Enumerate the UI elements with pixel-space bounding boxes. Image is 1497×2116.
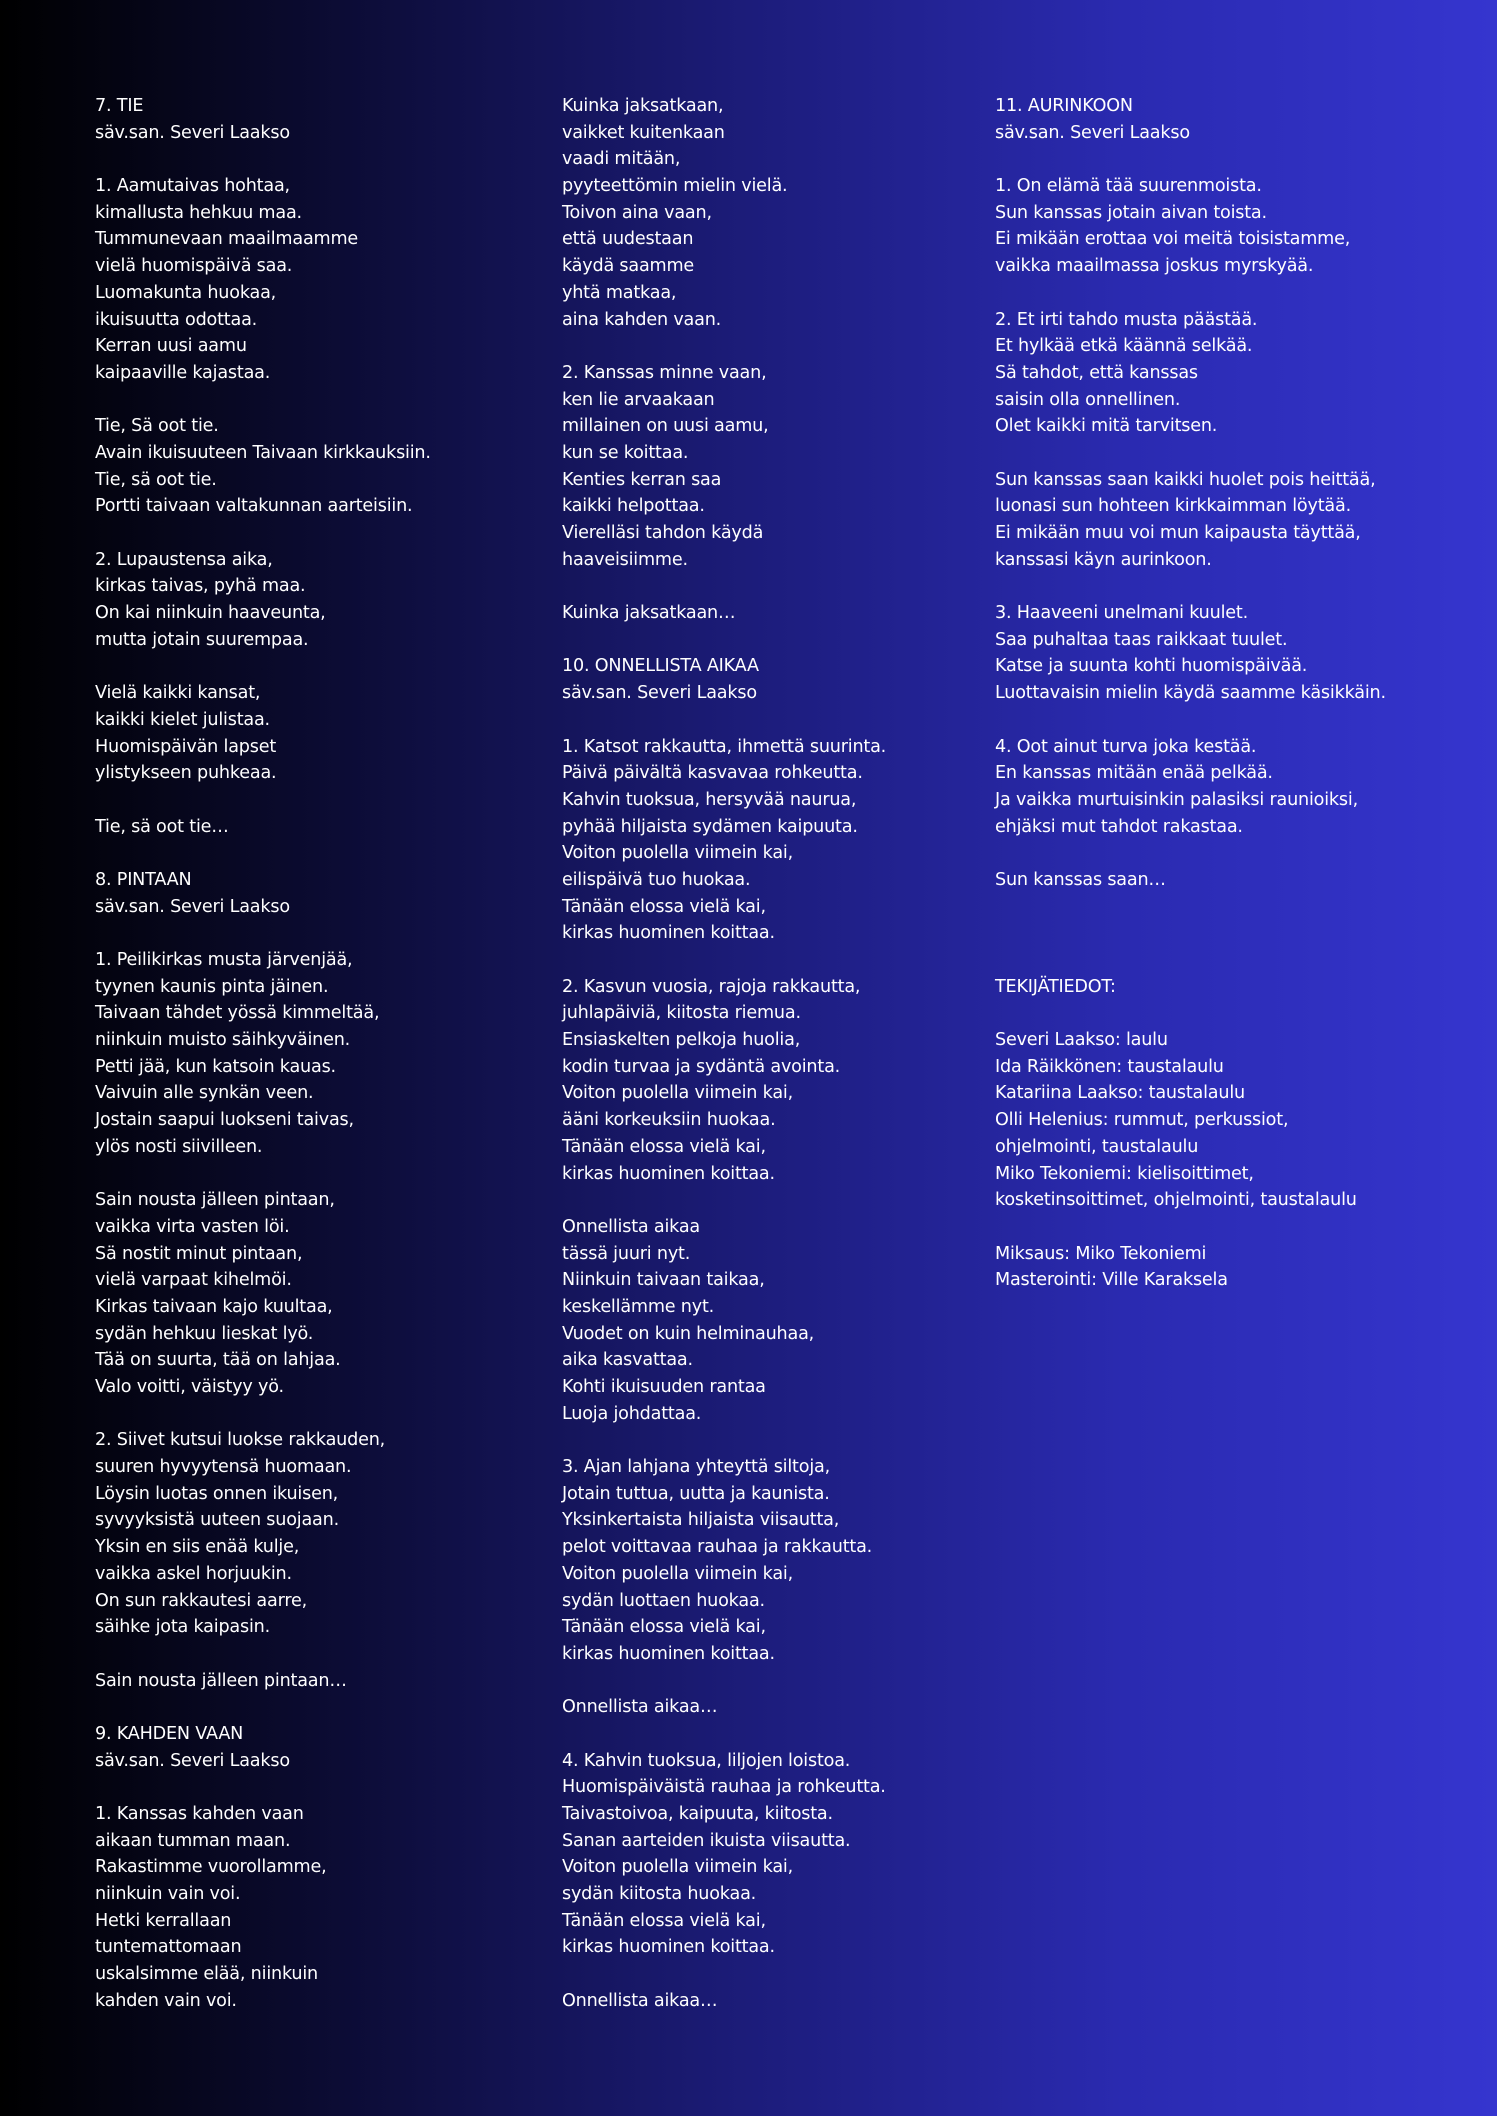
lyric-line: aikaan tumman maan. bbox=[95, 1830, 291, 1851]
lyric-line: Kenties kerran saa bbox=[562, 469, 722, 490]
lyric-line: Tie, sä oot tie. bbox=[95, 469, 217, 490]
blank-line bbox=[995, 894, 1386, 921]
blank-line bbox=[95, 1401, 431, 1428]
lyric-line: Sun kanssas saan… bbox=[995, 869, 1166, 890]
blank-line bbox=[562, 1427, 886, 1454]
lyric-line: TEKIJÄTIEDOT: bbox=[995, 976, 1116, 997]
lyric-line: kanssasi käyn aurinkoon. bbox=[995, 549, 1212, 570]
lyric-line: 1. Kanssas kahden vaan bbox=[95, 1804, 304, 1824]
lyric-line: Taivaan tähdet yössä kimmeltää, bbox=[95, 1003, 380, 1024]
lyric-line: Löysin luotas onnen ikuisen, bbox=[95, 1483, 339, 1504]
lyric-line: Sun kanssas jotain aivan toista. bbox=[995, 202, 1267, 223]
lyric-line: eilispäivä tuo huokaa. bbox=[562, 869, 751, 890]
lyric-line: sydän kiitosta huokaa. bbox=[562, 1884, 757, 1905]
lyric-line: Jostain saapui luokseni taivas, bbox=[95, 1110, 354, 1131]
lyric-line: On sun rakkautesi aarre, bbox=[95, 1590, 307, 1611]
lyric-line: kodin turvaa ja sydäntä avointa. bbox=[562, 1056, 841, 1077]
lyrics-column-1 bbox=[95, 93, 431, 2015]
lyric-line: niinkuin vain voi. bbox=[95, 1884, 241, 1905]
lyric-line: Miko Tekoniemi: kielisoittimet, bbox=[995, 1163, 1254, 1184]
lyric-line: käydä saamme bbox=[562, 256, 695, 277]
lyric-line: Tummunevaan maailmaamme bbox=[95, 229, 359, 250]
lyric-line: pyhää hiljaista sydämen kaipuuta. bbox=[562, 816, 858, 837]
lyric-line: vaikka virta vasten löi. bbox=[95, 1216, 290, 1237]
lyric-line: Sä nostit minut pintaan, bbox=[95, 1243, 303, 1264]
blank-line bbox=[562, 627, 886, 654]
lyric-line: Olet kaikki mitä tarvitsen. bbox=[995, 416, 1218, 437]
blank-line bbox=[995, 280, 1386, 307]
lyric-line: aika kasvattaa. bbox=[562, 1350, 693, 1371]
lyric-line: luonasi sun hohteen kirkkaimman löytää. bbox=[995, 496, 1351, 517]
lyric-line: Sain nousta jälleen pintaan… bbox=[95, 1670, 347, 1691]
lyric-line: Kohti ikuisuuden rantaa bbox=[562, 1377, 766, 1397]
lyric-line: Yksin en siis enää kulje, bbox=[95, 1537, 300, 1558]
lyric-line: Sä tahdot, että kanssas bbox=[995, 362, 1198, 383]
lyric-line: keskellämme nyt. bbox=[562, 1296, 715, 1317]
lyric-line: Vaivuin alle synkän veen. bbox=[95, 1083, 314, 1104]
lyric-line: sydän hehkuu lieskat lyö. bbox=[95, 1323, 314, 1344]
lyric-line: kahden vain voi. bbox=[95, 1990, 237, 2011]
blank-line bbox=[95, 920, 431, 947]
lyric-line: Luottavaisin mielin käydä saamme käsikkäin. bbox=[995, 683, 1386, 704]
lyric-line: säihke jota kaipasin. bbox=[95, 1617, 270, 1638]
lyric-line: Hetki kerrallaan bbox=[95, 1910, 232, 1931]
lyric-line: Masterointi: Ville Karaksela bbox=[995, 1270, 1228, 1291]
lyric-line: uskalsimme elää, niinkuin bbox=[95, 1964, 318, 1985]
lyric-line: kaikki helpottaa. bbox=[562, 496, 705, 517]
lyric-line: 2. Et irti tahdo musta päästää. bbox=[995, 309, 1258, 330]
blank-line bbox=[562, 1721, 886, 1748]
lyric-line: Kirkas taivaan kajo kuultaa, bbox=[95, 1296, 333, 1317]
lyric-line: kimallusta hehkuu maa. bbox=[95, 202, 302, 223]
lyric-line: 10. ONNELLISTA AIKAA bbox=[562, 656, 759, 677]
lyric-line: Kuinka jaksatkaan, bbox=[562, 96, 724, 116]
lyric-line: Voiton puolella viimein kai, bbox=[562, 1083, 793, 1104]
lyric-line: Tie, Sä oot tie. bbox=[95, 416, 219, 437]
lyric-line: 11. AURINKOON bbox=[995, 96, 1133, 116]
lyric-line: ylös nosti siivilleen. bbox=[95, 1136, 263, 1157]
lyric-line: kirkas huominen koittaa. bbox=[562, 1643, 775, 1664]
lyric-line: Tää on suurta, tää on lahjaa. bbox=[95, 1350, 341, 1371]
blank-line bbox=[95, 840, 431, 867]
lyric-line: kirkas taivas, pyhä maa. bbox=[95, 576, 306, 597]
lyric-line: aina kahden vaan. bbox=[562, 309, 722, 330]
lyric-line: Voiton puolella viimein kai, bbox=[562, 1563, 793, 1584]
lyric-line: Portti taivaan valtakunnan aarteisiin. bbox=[95, 496, 413, 517]
blank-line bbox=[95, 146, 431, 173]
lyric-line: Toivon aina vaan, bbox=[562, 202, 712, 223]
blank-line bbox=[95, 1694, 431, 1721]
lyric-line: millainen on uusi aamu, bbox=[562, 416, 769, 437]
lyric-line: Rakastimme vuorollamme, bbox=[95, 1857, 327, 1878]
lyric-line: Severi Laakso: laulu bbox=[995, 1030, 1168, 1051]
lyric-line: pyyteettömin mielin vielä. bbox=[562, 176, 788, 197]
lyric-line: kaipaaville kajastaa. bbox=[95, 362, 271, 383]
lyric-line: suuren hyvyytensä huomaan. bbox=[95, 1457, 352, 1478]
lyric-line: Avain ikuisuuteen Taivaan kirkkauksiin. bbox=[95, 442, 431, 463]
lyric-line: Ensiaskelten pelkoja huolia, bbox=[562, 1030, 801, 1051]
blank-line bbox=[562, 707, 886, 734]
blank-line bbox=[562, 1961, 886, 1988]
blank-line bbox=[995, 573, 1386, 600]
lyric-line: 2. Kanssas minne vaan, bbox=[562, 362, 767, 383]
lyric-line: syvyyksistä uuteen suojaan. bbox=[95, 1510, 339, 1531]
lyric-line: kirkas huominen koittaa. bbox=[562, 1163, 775, 1184]
blank-line bbox=[995, 1000, 1386, 1027]
lyric-line: Sanan aarteiden ikuista viisautta. bbox=[562, 1830, 851, 1851]
lyric-line: On kai niinkuin haaveunta, bbox=[95, 603, 326, 624]
lyric-line: Tänään elossa vielä kai, bbox=[562, 896, 766, 917]
lyric-line: Voiton puolella viimein kai, bbox=[562, 843, 793, 864]
lyrics-column-3 bbox=[995, 93, 1386, 1294]
lyric-line: 9. KAHDEN VAAN bbox=[95, 1723, 244, 1744]
lyric-line: kirkas huominen koittaa. bbox=[562, 1937, 775, 1958]
lyric-line: juhlapäiviä, kiitosta riemua. bbox=[562, 1003, 801, 1024]
lyric-line: ikuisuutta odottaa. bbox=[95, 309, 258, 330]
lyric-line: Katse ja suunta kohti huomispäivää. bbox=[995, 656, 1308, 677]
lyric-line: Luoja johdattaa. bbox=[562, 1403, 702, 1424]
lyric-line: Päivä päivältä kasvavaa rohkeutta. bbox=[562, 763, 863, 784]
lyric-line: Saa puhaltaa taas raikkaat tuulet. bbox=[995, 629, 1288, 650]
lyric-line: vielä huomispäivä saa. bbox=[95, 256, 293, 277]
blank-line bbox=[562, 947, 886, 974]
lyric-line: säv.san. Severi Laakso bbox=[95, 1750, 290, 1771]
lyric-line: Miksaus: Miko Tekoniemi bbox=[995, 1243, 1207, 1264]
lyric-line: haaveisiimme. bbox=[562, 549, 688, 570]
lyric-line: Vuodet on kuin helminauhaa, bbox=[562, 1323, 815, 1344]
lyric-line: Huomispäivän lapset bbox=[95, 736, 277, 757]
lyric-line: Petti jää, kun katsoin kauas. bbox=[95, 1056, 336, 1077]
lyric-line: ohjelmointi, taustalaulu bbox=[995, 1136, 1199, 1157]
lyric-line: 4. Kahvin tuoksua, liljojen loistoa. bbox=[562, 1750, 851, 1771]
lyric-line: vielä varpaat kihelmöi. bbox=[95, 1270, 292, 1291]
blank-line bbox=[95, 1161, 431, 1188]
lyric-line: vaikka maailmassa joskus myrskyää. bbox=[995, 256, 1314, 277]
lyric-line: saisin olla onnellinen. bbox=[995, 389, 1181, 410]
lyric-line: Ei mikään erottaa voi meitä toisistamme, bbox=[995, 229, 1351, 250]
lyric-line: ken lie arvaakaan bbox=[562, 389, 715, 410]
lyric-line: yhtä matkaa, bbox=[562, 282, 677, 303]
blank-line bbox=[562, 1187, 886, 1214]
blank-line bbox=[95, 520, 431, 547]
lyric-line: 1. Katsot rakkautta, ihmettä suurinta. bbox=[562, 736, 887, 757]
lyric-line: säv.san. Severi Laakso bbox=[995, 122, 1190, 143]
lyric-line: 2. Kasvun vuosia, rajoja rakkautta, bbox=[562, 976, 861, 997]
lyric-line: Onnellista aikaa… bbox=[562, 1990, 718, 2011]
blank-line bbox=[95, 653, 431, 680]
lyric-line: Kahvin tuoksua, hersyvää naurua, bbox=[562, 789, 857, 810]
lyric-line: 2. Lupaustensa aika, bbox=[95, 549, 273, 570]
lyrics-column-2 bbox=[562, 93, 886, 2015]
lyric-line: Kuinka jaksatkaan… bbox=[562, 603, 736, 624]
blank-line bbox=[995, 840, 1386, 867]
lyric-line: tyynen kaunis pinta jäinen. bbox=[95, 976, 329, 997]
lyric-line: 4. Oot ainut turva joka kestää. bbox=[995, 736, 1257, 757]
lyric-line: 8. PINTAAN bbox=[95, 869, 192, 890]
lyric-line: Yksinkertaista hiljaista viisautta, bbox=[562, 1510, 840, 1531]
lyric-line: 3. Haaveeni unelmani kuulet. bbox=[995, 603, 1248, 624]
lyric-line: Ja vaikka murtuisinkin palasiksi raunioiksi, bbox=[995, 789, 1358, 810]
blank-line bbox=[995, 440, 1386, 467]
lyric-line: pelot voittavaa rauhaa ja rakkautta. bbox=[562, 1537, 873, 1558]
lyric-line: En kanssas mitään enää pelkää. bbox=[995, 763, 1273, 784]
blank-line bbox=[95, 1774, 431, 1801]
lyric-line: tässä juuri nyt. bbox=[562, 1243, 691, 1264]
blank-line bbox=[562, 1668, 886, 1695]
lyric-line: Et hylkää etkä käännä selkää. bbox=[995, 336, 1253, 357]
lyric-line: 3. Ajan lahjana yhteyttä siltoja, bbox=[562, 1457, 830, 1478]
lyric-line: Tänään elossa vielä kai, bbox=[562, 1617, 766, 1638]
blank-line bbox=[562, 333, 886, 360]
blank-line bbox=[95, 787, 431, 814]
lyric-line: vaikket kuitenkaan bbox=[562, 122, 725, 143]
lyric-line: Luomakunta huokaa, bbox=[95, 282, 277, 303]
lyric-line: 1. Aamutaivas hohtaa, bbox=[95, 176, 290, 197]
blank-line bbox=[995, 1214, 1386, 1241]
lyric-line: vaikka askel horjuukin. bbox=[95, 1563, 292, 1584]
lyric-line: Taivastoivoa, kaipuuta, kiitosta. bbox=[562, 1804, 833, 1824]
lyric-line: tuntemattomaan bbox=[95, 1937, 242, 1958]
blank-line bbox=[995, 920, 1386, 947]
lyric-line: Onnellista aikaa bbox=[562, 1216, 700, 1237]
lyric-line: Tänään elossa vielä kai, bbox=[562, 1910, 766, 1931]
lyric-line: 7. TIE bbox=[95, 96, 144, 116]
blank-line bbox=[995, 146, 1386, 173]
lyric-line: kun se koittaa. bbox=[562, 442, 689, 463]
lyric-line: että uudestaan bbox=[562, 229, 694, 250]
lyric-line: Onnellista aikaa… bbox=[562, 1697, 718, 1718]
lyric-line: Sain nousta jälleen pintaan, bbox=[95, 1190, 335, 1211]
lyric-line: 2. Siivet kutsui luokse rakkauden, bbox=[95, 1430, 386, 1451]
lyric-line: Tie, sä oot tie… bbox=[95, 816, 229, 837]
lyric-line: Vielä kaikki kansat, bbox=[95, 683, 261, 704]
lyric-line: niinkuin muisto säihkyväinen. bbox=[95, 1030, 351, 1051]
lyric-line: Kerran uusi aamu bbox=[95, 336, 247, 357]
lyric-line: säv.san. Severi Laakso bbox=[562, 683, 757, 704]
lyric-line: säv.san. Severi Laakso bbox=[95, 122, 290, 143]
blank-line bbox=[995, 947, 1386, 974]
blank-line bbox=[562, 573, 886, 600]
lyric-line: Ida Räikkönen: taustalaulu bbox=[995, 1056, 1224, 1077]
lyric-line: Sun kanssas saan kaikki huolet pois heittää, bbox=[995, 469, 1376, 490]
lyric-line: säv.san. Severi Laakso bbox=[95, 896, 290, 917]
lyric-line: Huomispäiväistä rauhaa ja rohkeutta. bbox=[562, 1777, 886, 1798]
lyric-line: Ei mikään muu voi mun kaipausta täyttää, bbox=[995, 523, 1361, 543]
lyric-line: kosketinsoittimet, ohjelmointi, taustalaulu bbox=[995, 1190, 1357, 1211]
lyric-line: ylistykseen puhkeaa. bbox=[95, 763, 277, 784]
lyric-line: ehjäksi mut tahdot rakastaa. bbox=[995, 816, 1243, 837]
blank-line bbox=[95, 1641, 431, 1668]
lyric-line: kirkas huominen koittaa. bbox=[562, 923, 775, 944]
lyric-line: Valo voitti, väistyy yö. bbox=[95, 1377, 284, 1397]
lyric-line: Tänään elossa vielä kai, bbox=[562, 1136, 766, 1157]
lyric-line: mutta jotain suurempaa. bbox=[95, 629, 309, 650]
lyric-line: vaadi mitään, bbox=[562, 149, 681, 170]
lyric-line: ääni korkeuksiin huokaa. bbox=[562, 1110, 776, 1131]
lyric-line: kaikki kielet julistaa. bbox=[95, 709, 270, 730]
lyric-line: Olli Helenius: rummut, perkussiot, bbox=[995, 1110, 1289, 1131]
lyric-line: sydän luottaen huokaa. bbox=[562, 1590, 765, 1611]
blank-line bbox=[995, 707, 1386, 734]
lyric-line: 1. Peilikirkas musta järvenjää, bbox=[95, 950, 353, 970]
lyric-line: Niinkuin taivaan taikaa, bbox=[562, 1270, 765, 1291]
lyric-line: Katariina Laakso: taustalaulu bbox=[995, 1083, 1245, 1104]
lyric-line: 1. On elämä tää suurenmoista. bbox=[995, 176, 1262, 197]
lyric-line: Vierelläsi tahdon käydä bbox=[562, 523, 764, 543]
blank-line bbox=[95, 387, 431, 414]
lyric-line: Voiton puolella viimein kai, bbox=[562, 1857, 793, 1878]
lyric-line: Jotain tuttua, uutta ja kaunista. bbox=[562, 1483, 830, 1504]
